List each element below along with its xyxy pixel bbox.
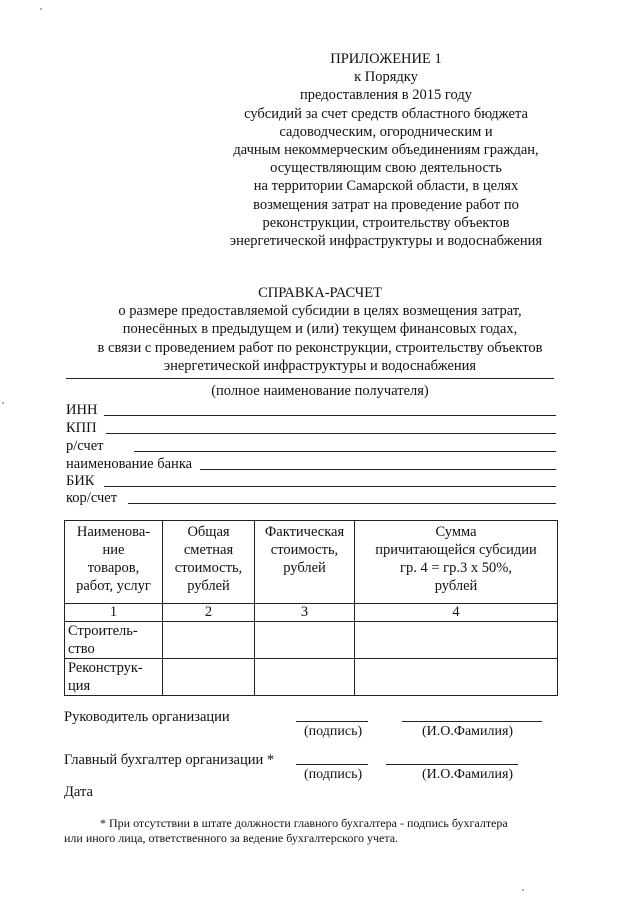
row-label-construction: Строитель- ство xyxy=(65,622,163,659)
inn-label: ИНН xyxy=(66,402,98,418)
table-cell[interactable] xyxy=(163,622,255,659)
table-row xyxy=(65,659,558,696)
recipient-name-caption: (полное наименование получателя) xyxy=(211,383,429,399)
scan-speck xyxy=(522,889,524,891)
appendix-line: энергетической инфраструктуры и водоснабжения xyxy=(229,233,543,250)
appendix-line: садоводческим, огородническим и xyxy=(279,123,493,140)
bik-label: БИК xyxy=(66,473,95,489)
column-number: 3 xyxy=(255,604,355,622)
column-number: 1 xyxy=(65,604,163,622)
head-signature-caption: (подпись) xyxy=(304,724,363,739)
appendix-line: субсидий за счет средств областного бюджета xyxy=(244,105,528,122)
head-name-caption: (И.О.Фамилия) xyxy=(422,724,514,739)
table-cell[interactable] xyxy=(255,659,355,696)
table-row xyxy=(65,622,558,659)
table-cell[interactable] xyxy=(255,622,355,659)
footnote-line: * При отсутствии в штате должности главного бухгалтера - подпись бухгалтера xyxy=(100,816,508,830)
appendix-line: к Порядку xyxy=(354,69,418,86)
accountant-signature-label: Главный бухгалтер организации * xyxy=(64,752,275,768)
table-cell[interactable] xyxy=(355,659,558,696)
table-column-numbers-row xyxy=(65,604,558,622)
certificate-heading xyxy=(40,284,600,375)
account-field-line[interactable] xyxy=(134,451,556,452)
appendix-line: возмещения затрат на проведение работ по xyxy=(253,196,519,213)
account-label: р/счет xyxy=(66,438,104,454)
column-number: 2 xyxy=(163,604,255,622)
appendix-line: на территории Самарской области, в целях xyxy=(253,178,519,195)
head-name-line[interactable] xyxy=(402,721,542,722)
certificate-line: в связи с проведением работ по реконструкции, строительству объектов xyxy=(97,339,543,356)
recipient-name-line[interactable] xyxy=(66,378,554,379)
bank-label: наименование банка xyxy=(66,456,193,472)
inn-field-line[interactable] xyxy=(104,415,556,416)
column-number: 4 xyxy=(355,604,558,622)
table-header-cell: Сумма причитающейся субсидии гр. 4 = гр.3 x 50%, рублей xyxy=(355,521,558,604)
table-header-cell: Фактическая стоимость, рублей xyxy=(255,521,355,604)
footnote xyxy=(64,816,560,846)
head-signature-line[interactable] xyxy=(296,721,368,722)
corr-account-label: кор/счет xyxy=(66,490,118,506)
appendix-line: дачным некоммерческим объединениям граждан, xyxy=(233,142,539,159)
certificate-line: о размере предоставляемой субсидии в целях возмещения затрат, xyxy=(118,303,522,320)
appendix-line: предоставления в 2015 году xyxy=(300,87,472,104)
bank-field-line[interactable] xyxy=(200,469,556,470)
scan-speck xyxy=(2,402,4,404)
accountant-name-caption: (И.О.Фамилия) xyxy=(422,767,514,782)
date-label: Дата xyxy=(64,784,93,800)
kpp-label: КПП xyxy=(66,420,97,436)
row-label-reconstruction: Реконструк- ция xyxy=(65,659,163,696)
accountant-name-line[interactable] xyxy=(386,764,518,765)
head-signature-label: Руководитель организации xyxy=(64,709,230,725)
kpp-field-line[interactable] xyxy=(106,433,556,434)
table-cell[interactable] xyxy=(163,659,255,696)
accountant-signature-caption: (подпись) xyxy=(304,767,363,782)
table-header-cell: Наименова- ние товаров, работ, услуг xyxy=(65,521,163,604)
appendix-line: реконструкции, строительству объектов xyxy=(262,214,510,231)
table-header-cell: Общая сметная стоимость, рублей xyxy=(163,521,255,604)
appendix-line: осуществляющим свою деятельность xyxy=(270,160,502,177)
scan-speck xyxy=(40,8,42,10)
footnote-line: или иного лица, ответственного за ведение бухгалтерского учета. xyxy=(64,831,399,845)
table-header-row xyxy=(65,521,558,604)
corr-account-field-line[interactable] xyxy=(128,503,556,504)
certificate-title: СПРАВКА-РАСЧЕТ xyxy=(258,285,382,301)
certificate-line: энергетической инфраструктуры и водоснабжения xyxy=(163,357,477,374)
accountant-signature-line[interactable] xyxy=(296,764,368,765)
bik-field-line[interactable] xyxy=(104,486,556,487)
subsidy-table xyxy=(64,520,558,696)
appendix-heading xyxy=(200,50,572,250)
table-cell[interactable] xyxy=(355,622,558,659)
certificate-line: понесённых в предыдущем и (или) текущем финансовых годах, xyxy=(122,321,518,338)
appendix-title: ПРИЛОЖЕНИЕ 1 xyxy=(330,51,442,67)
